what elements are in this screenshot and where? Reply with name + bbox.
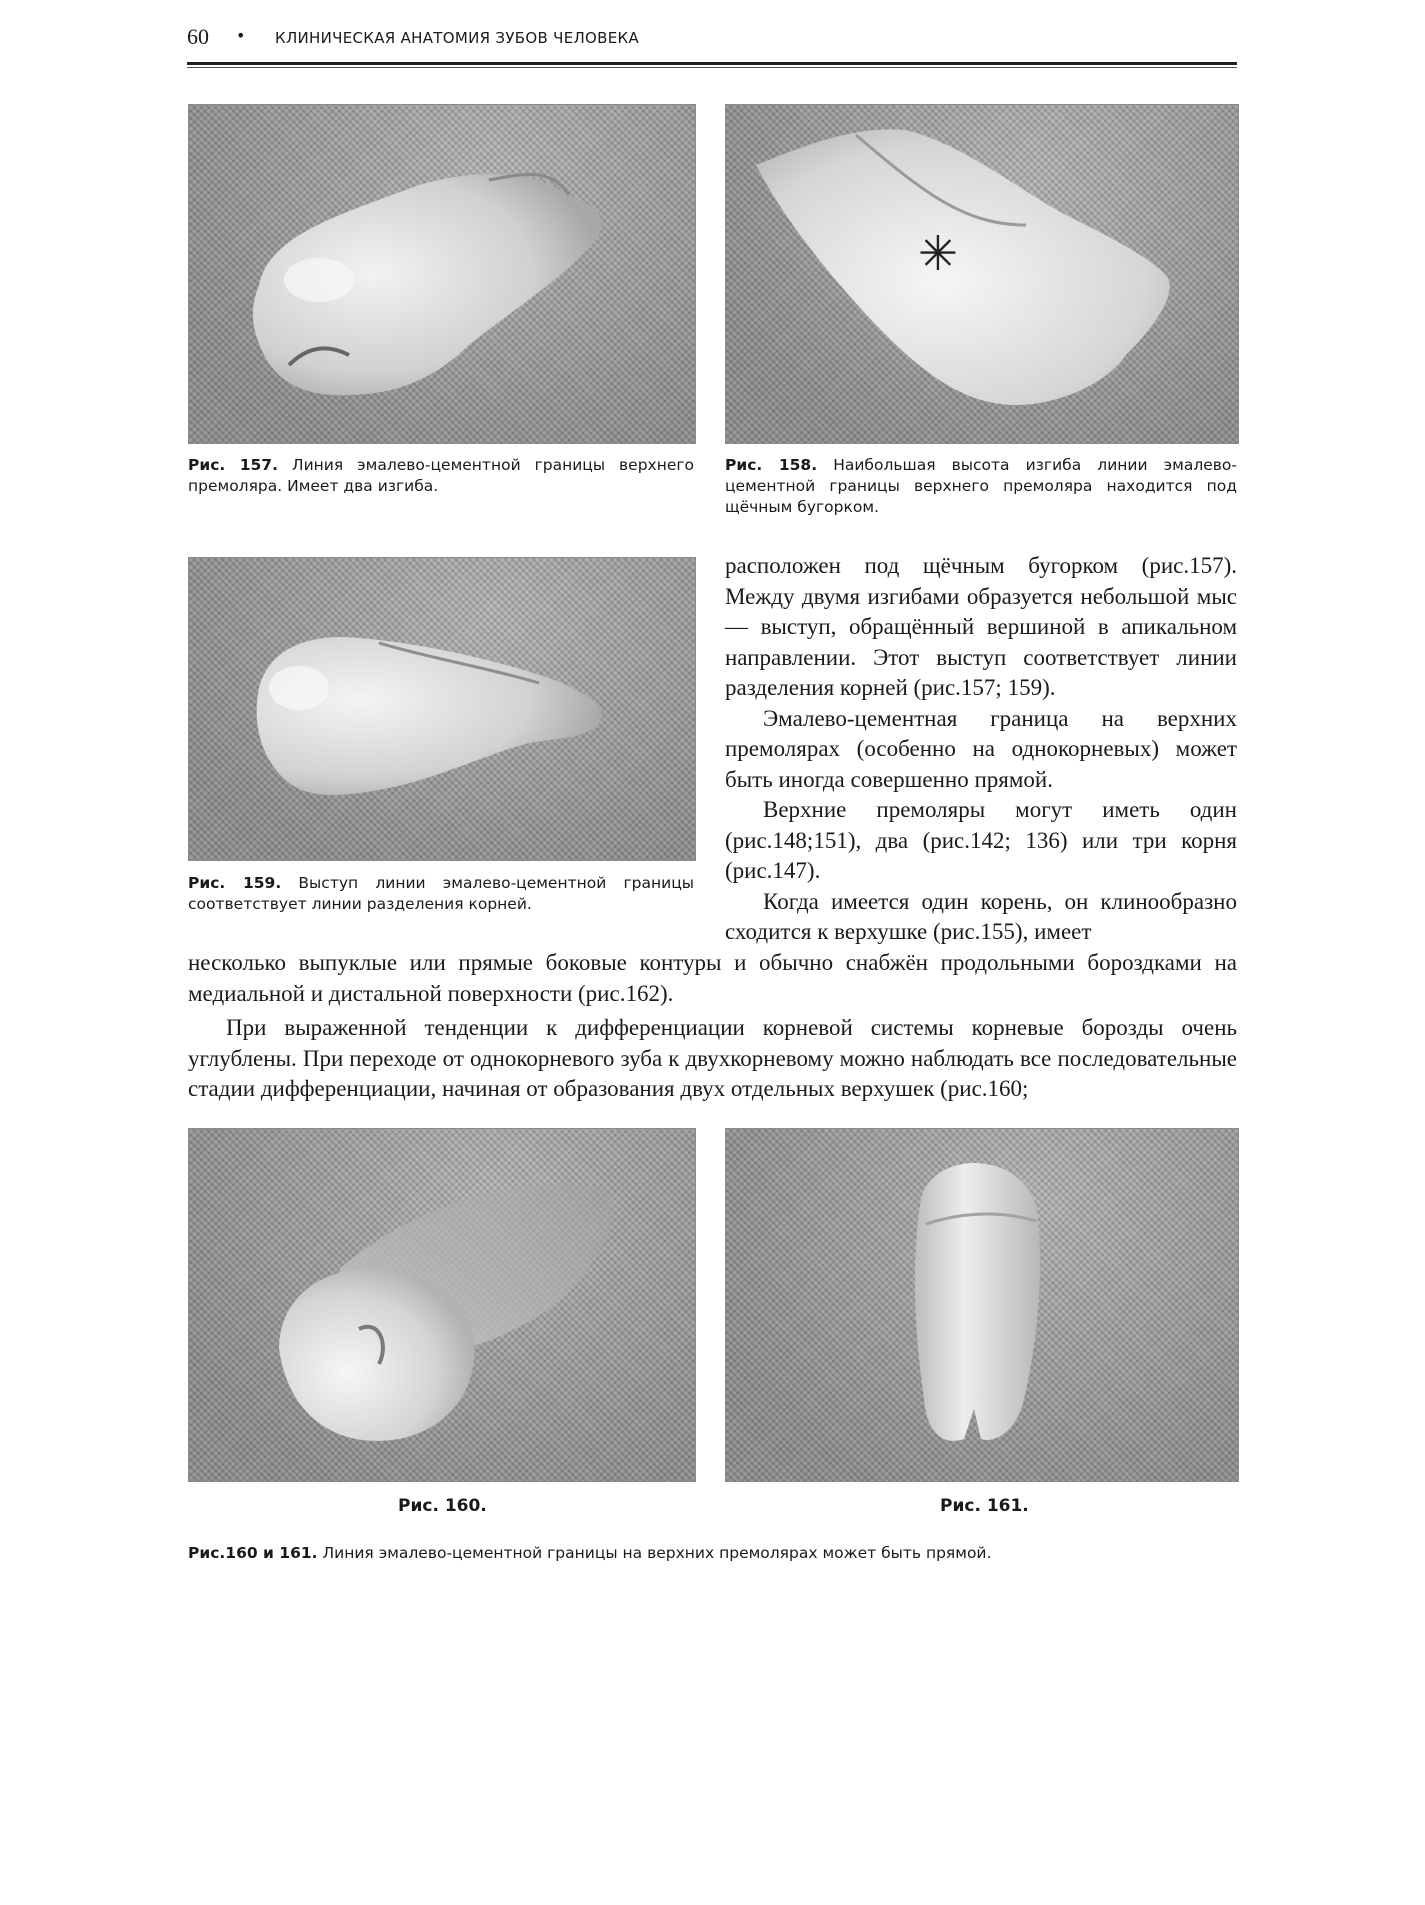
paragraph-straight-boundary: Эмалево-цементная граница на верхних премолярах (особенно на однокорневых) может быть иногда совершенно прямой.: [725, 705, 1237, 792]
tooth-158-illustration: [726, 105, 1238, 443]
tooth-161-illustration: [726, 1129, 1238, 1481]
figure-159-photo: [188, 557, 696, 861]
figure-160-label: Рис. 160.: [398, 1496, 487, 1516]
header-rule-thin: [187, 67, 1237, 68]
page-number: 60: [187, 24, 209, 49]
paragraph-continuation: расположен под щёчным бугорком (рис.157). Между двумя изгибами образуется небольшой мыс — выступ, обращённый вершиной в апикальном направлении. Этот выступ соответствует линии разделения корней (рис.157; 159).: [725, 553, 1237, 700]
body-full-width: [188, 948, 1237, 1105]
figure-158-photo: [725, 104, 1239, 444]
figure-159-label: Рис. 159.: [188, 874, 282, 892]
header-rule: [187, 62, 1237, 65]
asterisk-marker-icon: ✳: [917, 226, 959, 282]
figure-158-caption: [725, 455, 1237, 518]
running-head: КЛИНИЧЕСКАЯ АНАТОМИЯ ЗУБОВ ЧЕЛОВЕКА: [275, 29, 640, 47]
paragraph-root-count: Верхние премоляры могут иметь один (рис.148;151), два (рис.142; 136) или три корня (рис.147).: [725, 797, 1237, 883]
figure-160-photo: [188, 1128, 696, 1482]
figure-157-caption: [188, 455, 694, 497]
figure-160-161-caption: [188, 1543, 1237, 1564]
figure-157-photo: [188, 104, 696, 444]
figure-160-161-label: Рис.160 и 161.: [188, 1544, 318, 1562]
figure-161-label: Рис. 161.: [940, 1496, 1029, 1516]
header-separator: •: [236, 26, 246, 45]
paragraph-single-root-cont: несколько выпуклые или прямые боковые контуры и обычно снабжён продольными бороздками на медиальной и дистальной поверхности (рис.162).: [188, 950, 1237, 1006]
figure-157-label: Рис. 157.: [188, 456, 278, 474]
figure-159-caption: [188, 873, 694, 915]
figure-161-photo: [725, 1128, 1239, 1482]
tooth-159-illustration: [189, 558, 695, 860]
figure-158-text: Наибольшая высота изгиба линии эмалево-цементной границы верхнего премоляра находится под щёчным бугорком.: [725, 456, 1237, 516]
paragraph-differentiation: При выраженной тенденции к дифференциации корневой системы корневые борозды очень углублены. При переходе от однокорневого зуба к двухкорневому можно наблюдать все последовательные стадии дифференциации, начиная от образования двух отдельных верхушек (рис.160;: [188, 1015, 1237, 1101]
tooth-157-illustration: [189, 105, 695, 443]
paragraph-single-root-start: Когда имеется один корень, он клинообразно сходится к верхушке (рис.155), имеет: [725, 888, 1237, 944]
tooth-160-illustration: [189, 1129, 695, 1481]
figure-159-text: Выступ линии эмалево-цементной границы соответствует линии разделения корней.: [188, 874, 694, 913]
figure-160-161-text: Линия эмалево-цементной границы на верхних премолярах может быть прямой.: [322, 1544, 992, 1562]
figure-158-label: Рис. 158.: [725, 456, 818, 474]
figure-157-text: Линия эмалево-цементной границы верхнего премоляра. Имеет два изгиба.: [188, 456, 694, 495]
body-right-column: [725, 551, 1237, 948]
